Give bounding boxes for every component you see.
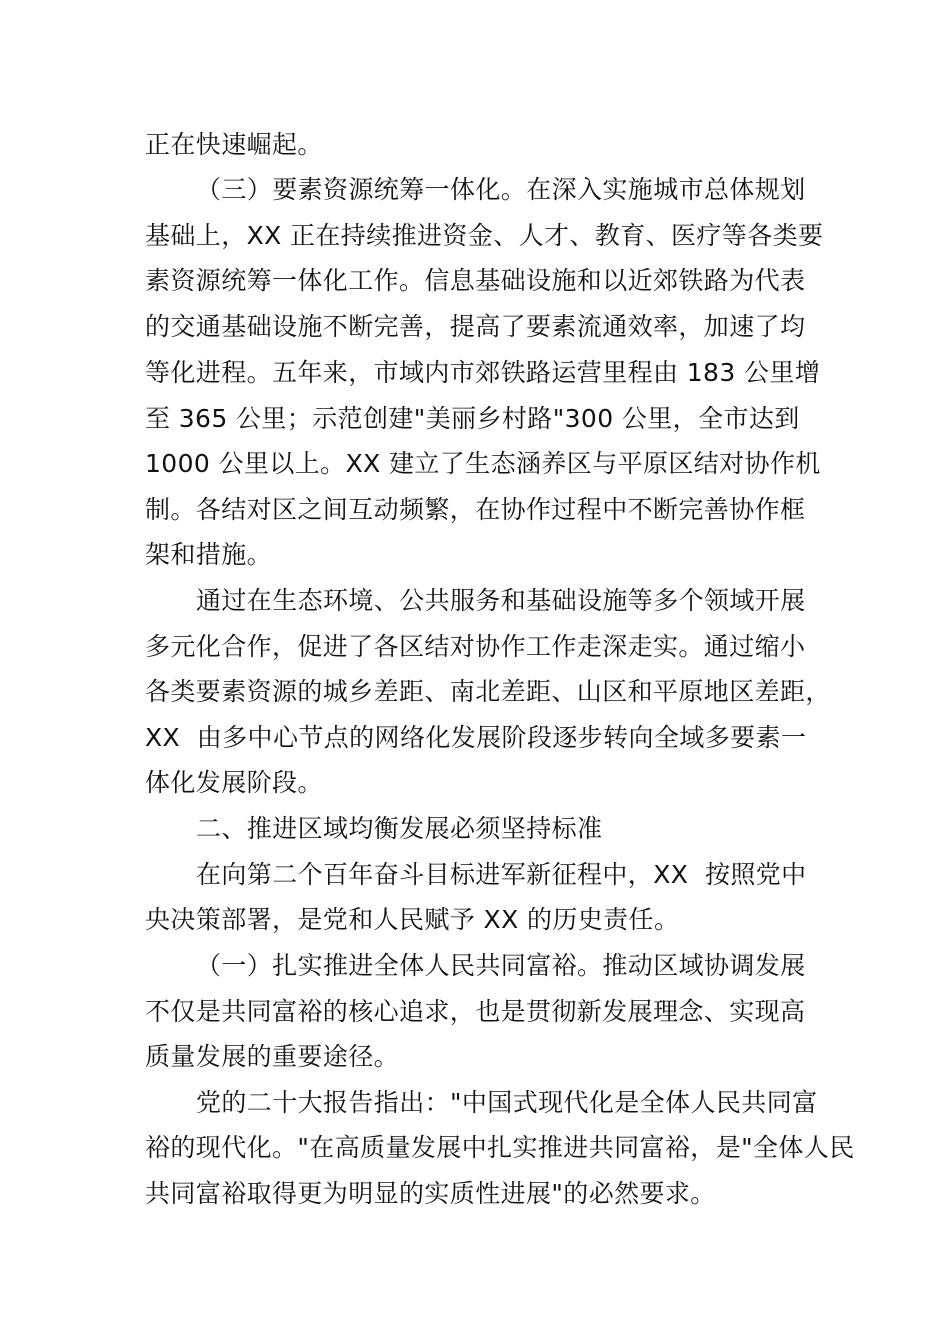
text-line: XX 由多中心节点的网络化发展阶段逐步转向全域多要素一 xyxy=(145,723,807,752)
text-line: 多元化合作，促进了各区结对协作工作走深走实。通过缩小 xyxy=(145,632,806,661)
text-line: 在向第二个百年奋斗目标进军新征程中，XX 按照党中 xyxy=(196,860,807,889)
text-line: （三）要素资源统筹一体化。在深入实施城市总体规划 xyxy=(196,175,806,204)
text-line: 至 365 公里；示范创建"美丽乡村路"300 公里，全市达到 xyxy=(145,404,800,433)
text-line: 1000 公里以上。XX 建立了生态涵养区与平原区结对协作机 xyxy=(145,449,821,478)
section-heading: 二、推进区域均衡发展必须坚持标准 xyxy=(196,814,603,843)
text-line: 不仅是共同富裕的核心追求，也是贯彻新发展理念、实现高 xyxy=(145,997,806,1026)
text-line: 央决策部署，是党和人民赋予 XX 的历史责任。 xyxy=(145,905,680,934)
text-line: 共同富裕取得更为明显的实质性进展"的必然要求。 xyxy=(145,1179,716,1208)
text-line: 体化发展阶段。 xyxy=(145,768,323,797)
text-line: （一）扎实推进全体人民共同富裕。推动区域协调发展 xyxy=(196,951,806,980)
text-line: 质量发展的重要途径。 xyxy=(145,1042,400,1071)
text-line: 通过在生态环境、公共服务和基础设施等多个领域开展 xyxy=(196,586,806,615)
text-line: 架和措施。 xyxy=(145,540,273,569)
text-line: 党的二十大报告指出："中国式现代化是全体人民共同富 xyxy=(196,1088,818,1117)
text-line: 正在快速崛起。 xyxy=(145,130,323,159)
text-line: 各类要素资源的城乡差距、南北差距、山区和平原地区差距， xyxy=(145,677,831,706)
text-line: 基础上，XX 正在持续推进资金、人才、教育、医疗等各类要 xyxy=(145,221,824,250)
text-line: 裕的现代化。"在高质量发展中扎实推进共同富裕，是"全体人民 xyxy=(145,1133,855,1162)
text-line: 等化进程。五年来，市域内市郊铁路运营里程由 183 公里增 xyxy=(145,358,821,387)
text-line: 的交通基础设施不断完善，提高了要素流通效率，加速了均 xyxy=(145,312,806,341)
text-line: 素资源统筹一体化工作。信息基础设施和以近郊铁路为代表 xyxy=(145,266,806,295)
text-line: 制。各结对区之间互动频繁，在协作过程中不断完善协作框 xyxy=(145,495,806,524)
